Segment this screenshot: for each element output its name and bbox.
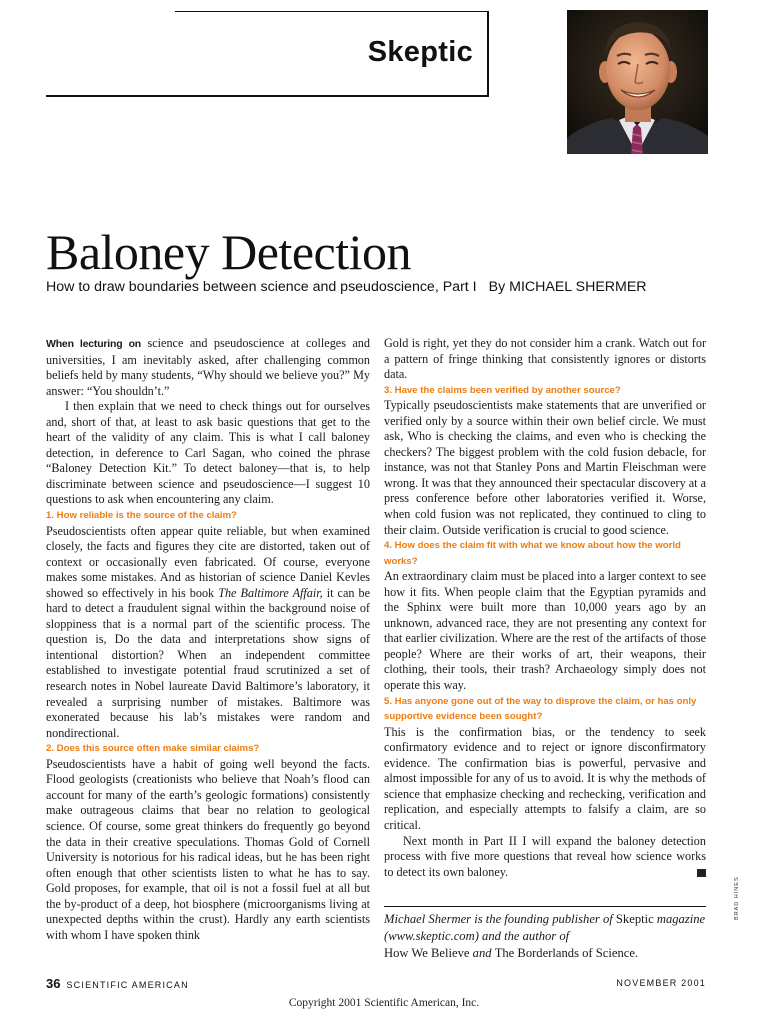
- bio-text: and: [469, 946, 495, 960]
- article-title: Baloney Detection: [46, 224, 411, 280]
- article-deck: [46, 279, 647, 295]
- body-column-left: [46, 336, 370, 943]
- bio-book: How We Believe: [384, 946, 470, 960]
- column-name: Skeptic: [367, 36, 473, 68]
- copyright-line: Copyright 2001 Scientific American, Inc.: [288, 997, 480, 1009]
- magazine-name: SCIENTIFIC AMERICAN: [66, 980, 189, 990]
- bio-publication: Skeptic: [615, 912, 654, 926]
- header-rule-top: [175, 11, 488, 12]
- question-heading: 1. How reliable is the source of the claim?: [46, 510, 237, 522]
- bio-rule: [384, 906, 706, 907]
- page-number: 36: [46, 976, 61, 991]
- deck-text: How to draw boundaries between science and pseudoscience, Part I: [46, 279, 477, 295]
- author-portrait-image: [567, 10, 708, 154]
- question-heading: 5. Has anyone gone out of the way to disprove the claim, or has only supportive evidence been sought?: [384, 695, 697, 723]
- paragraph-text: science and pseudoscience at colleges and universities, I am inevitably asked, after challenging common beliefs held by many students, “Why should we believe you?” My answer: “You shouldn’t.”: [46, 336, 370, 398]
- author-bio: [384, 911, 706, 962]
- book-title: The Baltimore Affair,: [218, 585, 323, 600]
- header-rule-side: [487, 11, 489, 96]
- issue-date: NOVEMBER 2001: [616, 978, 706, 988]
- header-rule-bottom: [46, 95, 489, 97]
- photo-credit: BRAD HINES: [734, 876, 740, 920]
- paragraph: [384, 833, 725, 881]
- paragraph: Pseudoscientists have a habit of going well beyond the facts. Flood geologists (creationists who believe that Noah’s flood can account for many of the earth’s geologic formations) consistently make outrageous claims that bear no relation to geological science. Of course, some great thinkers do frequently go beyond the data in their creative speculations. Thomas Gold of Cornell University is notorious for his radical ideas, but he has been right often enough that other scientists listen to what he has to say. Gold proposes, for example, that oil is not a fossil fuel at all but the by-product of a deep, hot biosphere (microorganisms living at unexpected depths within the crust). Hardly any earth scientists with whom I have spoken think: [46, 756, 370, 942]
- end-mark-icon: SA: [697, 869, 706, 877]
- paragraph-text: Next month in Part II I will expand the baloney detection process with five more questions that reveal how science works to detect its own baloney.: [384, 833, 706, 879]
- byline: By MICHAEL SHERMER: [488, 279, 647, 295]
- question-heading: 2. Does this source often make similar claims?: [46, 743, 260, 755]
- paragraph-text: Pseudoscientists often appear quite reliable, but when examined closely, the facts and figures they cite are distorted, taken out of context or occasionally even fabricated. Of course, everyone makes some mistakes. And as historian of science Daniel Kevles showed so effectively in his book: [46, 523, 370, 600]
- paragraph: An extraordinary claim must be placed into a larger context to see how it fits. When people claim that the Egyptian pyramids and the Sphinx were built more than 10,000 years ago by an unknown, advanced race, they are not presenting any context for that earlier civilization. Where are the rest of the artifacts of those people? Where are their works of art, their weapons, their clothing, their tools, their trash? Archaeology simply does not operate this way.: [384, 569, 706, 693]
- lead-in: When lecturing on: [46, 338, 142, 350]
- paragraph: [46, 524, 370, 742]
- paragraph: Typically pseudoscientists make statements that are unverified or verified only by a source within their own belief circle. We must ask, Who is checking the claims, and even who is checking the checkers? The biggest problem with the cold fusion debacle, for instance, was not that Stanley Pons and Martin Fleischman were wrong. It was that they announced their spectacular discovery at a press conference before other laboratories verified it. Worse, when cold fusion was not replicated, they continued to cling to their claim. Outside verification is crucial to good science.: [384, 398, 706, 537]
- question-heading: 3. Have the claims been verified by another source?: [384, 384, 621, 396]
- footer-left: [46, 976, 189, 991]
- bio-text: magazine (www.skeptic.com) and the author of: [384, 912, 706, 943]
- paragraph: I then explain that we need to check things out for ourselves and, short of that, at least to ask basic questions that get to the heart of the validity of any claim. This is what I call baloney detection, in deference to Carl Sagan, who coined the phrase “Baloney Detection Kit.” To detect baloney—that is, to help discriminate between science and pseudoscience—I suggest 10 questions to ask when encountering any claim.: [46, 399, 370, 507]
- bio-book: The Borderlands of Science.: [494, 946, 639, 960]
- author-portrait: [567, 10, 708, 154]
- paragraph: This is the confirmation bias, or the tendency to seek confirmatory evidence and to reject or ignore disconfirmatory evidence. The confirmation bias is powerful, pervasive and almost impossible for any of us to avoid. It is why the methods of science that emphasize checking and rechecking, verification and replication, and especially attempts to falsify a claim, are so critical.: [384, 724, 706, 832]
- bio-text: Michael Shermer is the founding publisher of: [384, 912, 616, 926]
- question-heading: 4. How does the claim fit with what we know about how the world works?: [384, 540, 681, 567]
- paragraph: [46, 336, 370, 399]
- paragraph-text: it can be hard to detect a fraudulent signal within the background noise of sloppiness that is a normal part of the scientific process. The question is, Do the data and interpretations show signs of intentional distortion? When an independent committee established to investigate potential fraud scrutinized a set of research notes in Nobel laureate David Baltimore’s laboratory, it revealed a surprising number of mistakes. Baltimore was exonerated because his lab’s mistakes were random and nondirectional.: [46, 585, 370, 740]
- paragraph: Gold is right, yet they do not consider him a crank. Watch out for a pattern of fringe thinking that consistently ignores or distorts data.: [384, 336, 706, 382]
- body-column-right: [384, 336, 725, 880]
